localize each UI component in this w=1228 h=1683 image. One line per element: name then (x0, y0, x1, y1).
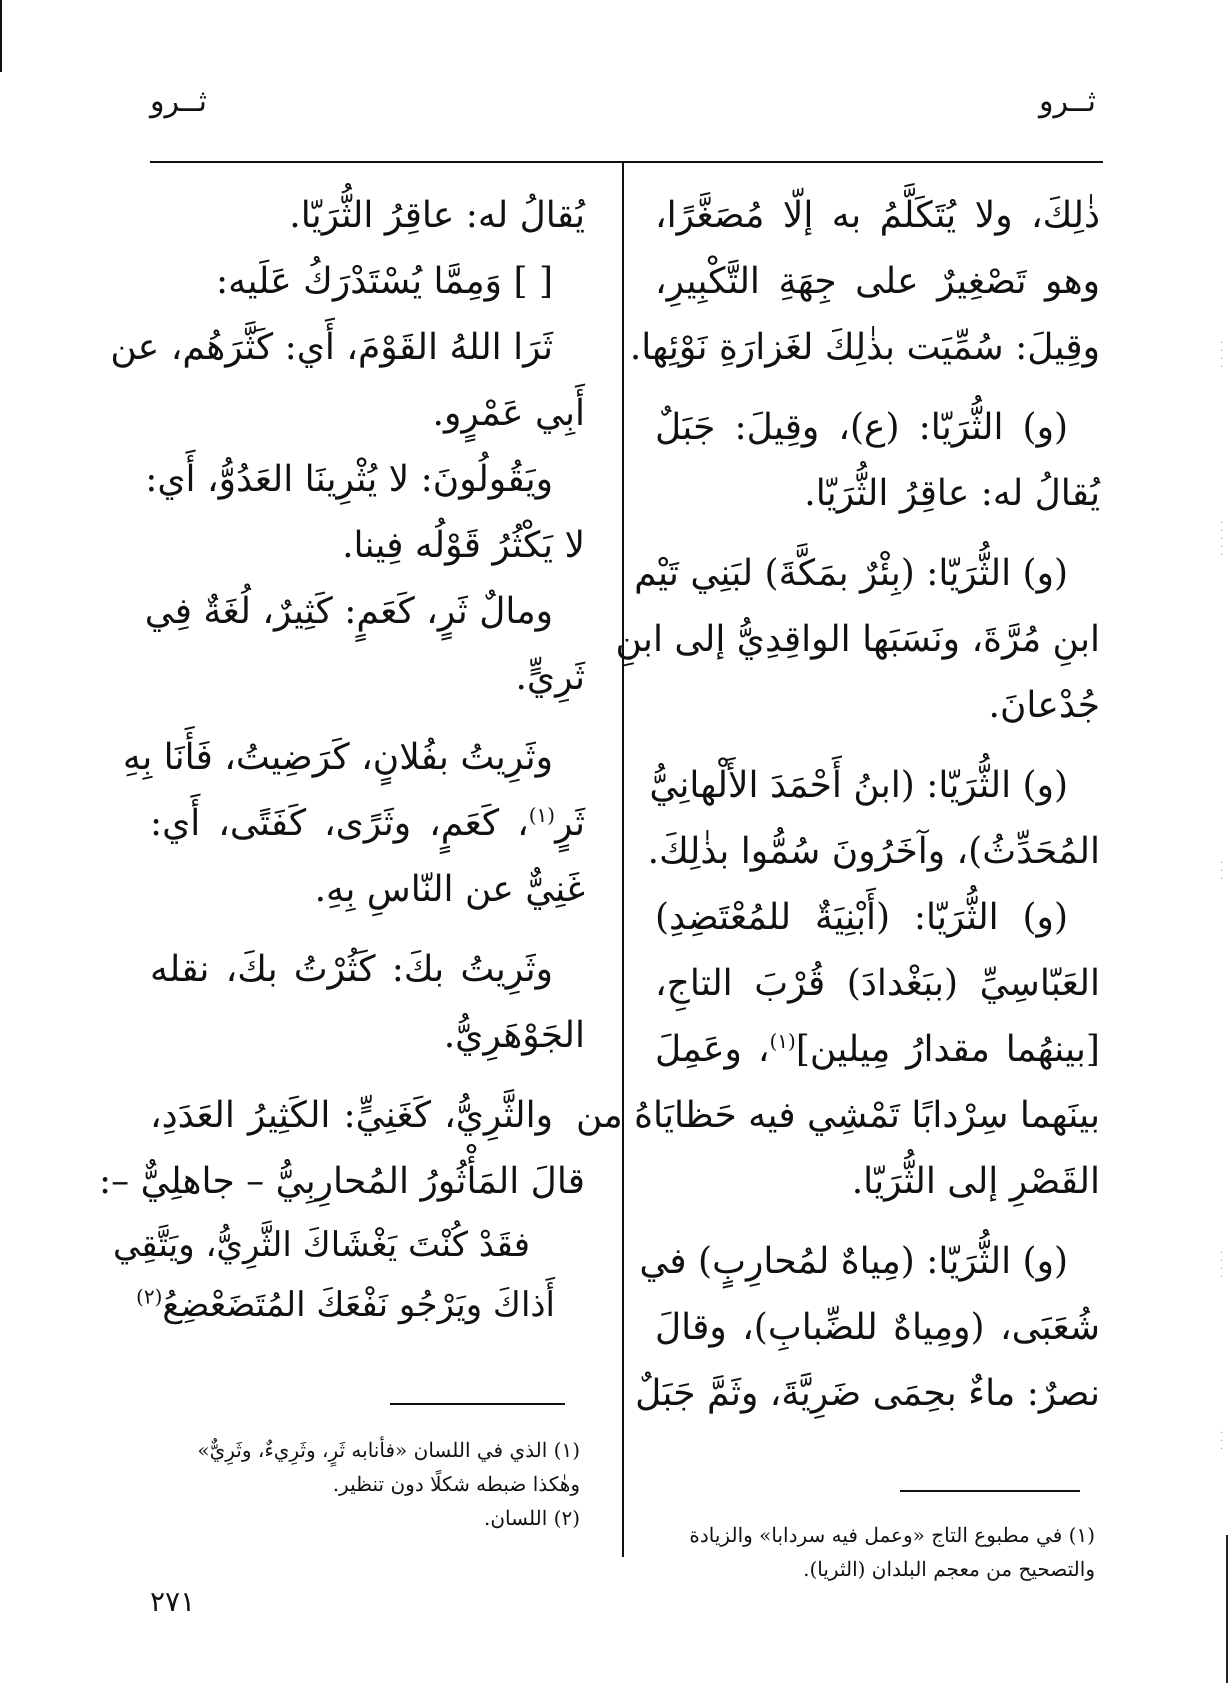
text-line: ثَرِيٍّ. (515, 657, 585, 698)
text-line: ذٰلِكَ، ولا يُتَكَلَّمُ به إلّا مُصَغَّرًا، (655, 195, 1100, 236)
text-line: (و) الثُّرَيّا: (ابنُ أَحْمَدَ الأَلْهانِيُّ (649, 765, 1068, 806)
text-line: أَبِي عَمْرٍو. (432, 393, 585, 434)
text-line: (و) الثُّرَيّا: (أَبْنِيَةٌ للمُعْتَضِدِ) (655, 897, 1068, 938)
text-line (150, 791, 585, 857)
footnote-1: (١) الذي في اللسان «فأنابه ثَرٍ، وثَرِيءٌ، وثَرِيٌّ» وهٰكذا ضبطه شكلًا دون تنظير. (197, 1438, 580, 1496)
text-line: ابنِ مُرَّةَ، ونَسَبَها الواقِدِيُّ إلى ابنِ (615, 619, 1100, 660)
text-line: نصرٌ: ماءٌ بحِمَى ضَرِيَّةَ، وثَمَّ جَبَلٌ (635, 1373, 1100, 1414)
text-line: بينَهما سِرْدابًا تَمْشِي فيه حَظايَاهُ من (575, 1095, 1100, 1136)
text-line: وثَرِيتُ بفُلانٍ، كَرَضِيتُ، فَأَنَا بِهِ (122, 737, 553, 778)
text-line: [ ] وَمِمَّا يُسْتَدْرَكُ عَلَيه: (216, 261, 553, 302)
right-column (575, 183, 1100, 1427)
text-line (655, 1017, 1100, 1083)
text-line: قالَ المَأْثُورُ المُحارِبِيُّ – جاهلِيٌّ –: (99, 1161, 585, 1202)
text-span: ثَرٍ (555, 803, 585, 844)
text-line: الجَوْهَرِيُّ. (443, 1015, 585, 1056)
left-column (99, 183, 585, 1335)
text-line: والثَّرِيُّ، كَغَنِيٍّ: الكَثِيرُ العَدَدِ، (150, 1095, 553, 1136)
text-line: يُقالُ له: عاقِرُ الثُّرَيّا. (804, 473, 1100, 514)
verse-line (136, 1275, 585, 1335)
text-line: (و) الثُّرَيّا: (مِياهٌ لمُحارِبٍ) في (639, 1241, 1068, 1282)
text-span: [بينهُما مقدارُ مِيلين] (795, 1029, 1100, 1070)
footnote-2: (٢) اللسان. (484, 1506, 580, 1530)
text-line: وثَرِيتُ بكَ: كَثُرْتُ بكَ، نقله (150, 949, 553, 990)
text-line: المُحَدِّثُ)، وآخَرُونَ سُمُّوا بذٰلِكَ. (647, 831, 1100, 872)
text-line: ويَقُولُونَ: لا يُثْرِينَا العَدُوُّ، أَي: (145, 459, 553, 500)
text-line: وقِيلَ: سُمِّيَت بذٰلِكَ لغَزارَةِ نَوْئِها. (629, 327, 1100, 368)
text-line: لا يَكْثُرُ قَوْلُه فِينا. (342, 525, 585, 566)
text-line: (و) الثُّرَيّا: (بِئْرٌ بمَكَّةَ) لبَنِي تَيْم (634, 553, 1068, 594)
footnote-rule-right (900, 1490, 1080, 1492)
text-line: ثَرَا اللهُ القَوْمَ، أَي: كَثَّرَهُم، عن (110, 327, 553, 368)
text-line: جُدْعانَ. (988, 685, 1100, 726)
text-span: ، كَعَمٍ، وثَرًى، كَفَتًى، أَي: (150, 803, 529, 844)
verse-line: فقَدْ كُنْتَ يَغْشَاكَ الثَّرِيُّ، ويَتَّقِي (112, 1225, 530, 1265)
margin-dots: · · · (1220, 1428, 1224, 1455)
footnote-right: (١) في مطبوع التاج «وعمل فيه سردابا» والزيادة والتصحيح من معجم البلدان (الثريا). (689, 1523, 1095, 1581)
text-line: غَنِيٌّ عن النّاسِ بِهِ. (314, 869, 585, 910)
text-line: وهو تَصْغِيرٌ على جِهَةِ التَّكْبِيرِ، (655, 261, 1100, 302)
text-line: شُعَبَى، (ومِياهٌ للضِّبابِ)، وقالَ (655, 1307, 1100, 1348)
scan-edge-line (0, 0, 2, 72)
text-line: ومالٌ ثَرٍ، كَعَمٍ: كَثِيرٌ، لُغَةٌ فِي (144, 591, 553, 632)
footnotes-left (150, 1433, 580, 1535)
margin-dots: · · · · (1220, 338, 1224, 373)
text-line: القَصْرِ إلى الثُّرَيّا. (851, 1161, 1100, 1202)
text-span: ، وعَمِلَ (655, 1029, 770, 1070)
margin-dots: · · · · · (1220, 518, 1224, 561)
margin-dots: · · · (1220, 858, 1224, 885)
text-line: العَبّاسِيِّ (ببَغْدادَ) قُرْبَ التاجِ، (655, 963, 1100, 1004)
running-head-right: ثــرو (1039, 84, 1096, 119)
page-number: ٢٧١ (150, 1585, 196, 1618)
running-head-left: ثــرو (150, 84, 207, 119)
margin-dots: · · · · (1220, 1248, 1224, 1283)
footnote-marker: (١) (528, 803, 556, 827)
footnote-marker: (٢) (136, 1284, 163, 1309)
text-line: يُقالُ له: عاقِرُ الثُّرَيّا. (289, 195, 585, 236)
column-divider (622, 162, 624, 1557)
header-rule (150, 161, 1103, 163)
footnote-rule-left (390, 1403, 565, 1405)
text-span: أَذاكَ ويَرْجُو نَفْعَكَ المُتَضَعْضِعُ (162, 1285, 555, 1325)
text-line: (و) الثُّرَيّا: (ع)، وقِيلَ: جَبَلٌ (655, 407, 1068, 448)
footnote-marker: (١) (769, 1029, 796, 1053)
